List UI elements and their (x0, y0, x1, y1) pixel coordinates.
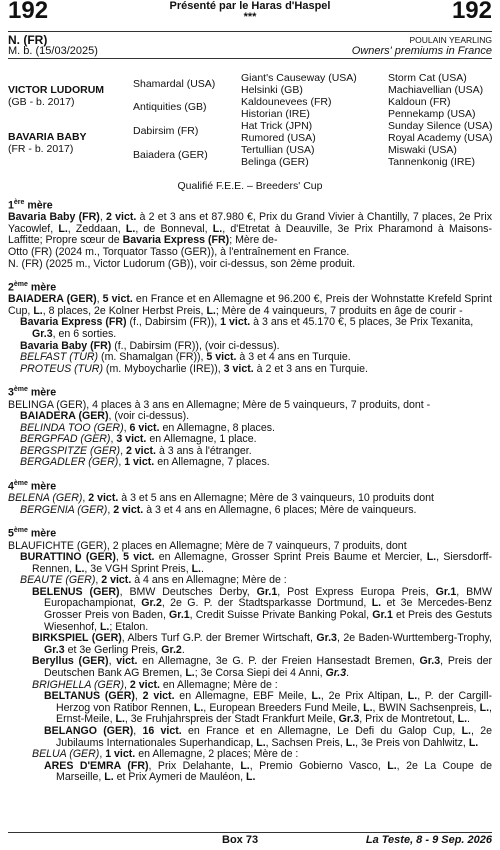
ped-gen4-7: Miswaki (USA) (388, 144, 457, 156)
horse-sex-dob: M. b. (15/03/2025) (8, 45, 98, 57)
ped-gen3-8: Belinga (GER) (241, 156, 309, 168)
section-heading-4: 4ème mère (8, 480, 57, 493)
produce-line: Bavaria Express (FR) (f., Dabirsim (FR)), 1 vict. à 3 ans et 45.170 €, 5 places, 3e Prix Texanita, Gr.3, en 6 sorties. (20, 316, 474, 340)
owners-premiums: Owners' premiums in France (351, 45, 492, 57)
section-heading-2: 2ème mère (8, 281, 57, 294)
ped-gen4-8: Tannenkonig (IRE) (388, 156, 475, 168)
ped-gen2-3: Dabirsim (FR) (133, 125, 199, 137)
ped-gen4-2: Machiavellian (USA) (388, 84, 484, 96)
footer-rule (8, 832, 492, 833)
produce-line: BAIADERA (GER), (voir ci-dessus). (20, 410, 190, 423)
consignor: Présenté par le Haras d'Haspel (169, 0, 331, 12)
ped-gen3-6: Rumored (USA) (241, 132, 316, 144)
ped-gen2-2: Antiquities (GB) (133, 101, 207, 113)
produce-line: BIRKSPIEL (GER), Albers Turf G.P. der Bremer Wirtschaft, Gr.3, 2e Baden-Wurttemberg-Trophy, Gr.3 et 3e Gerling Preis, Gr.2. (32, 632, 492, 656)
pedigree-rule (8, 58, 492, 59)
produce-line: ARES D'EMRA (FR), Prix Delahante, L., Premio Gobierno Vasco, L., 2e La Coupe de Marseille, L. et Prix Aymeri de Mauléon, L. (44, 759, 493, 784)
section-heading-1: 1ère mère (8, 199, 53, 212)
maternal-family (8, 197, 492, 784)
fourth-dam-text: BELENA (GER), 2 vict. à 3 et 5 ans en Allemagne; Mère de 3 vainqueurs, 10 produits dont (8, 492, 434, 505)
produce-line: BURATTINO (GER), 5 vict. en Allemagne, Grosser Sprint Preis Baume et Mercier, L., Siersdorff-Rennen, L., 3e VGH Sprint Preis, L.. (20, 551, 493, 575)
fifth-dam-text: BLAUFICHTE (GER), 2 places en Allemagne; Mère de 7 vainqueurs, 7 produits, dont (8, 539, 407, 552)
horse-category: POULAIN YEARLING (409, 35, 492, 45)
produce-line: Bavaria Baby (FR) (f., Dabirsim (FR)), (voir ci-dessus). (20, 339, 280, 352)
produce-line: PROTEUS (TUR) (m. Myboycharlie (IRE)), 3 vict. à 2 et 3 ans en Turquie. (20, 362, 368, 375)
produce-line: BELINDA TOO (GER), 6 vict. en Allemagne, 8 places. (20, 421, 275, 434)
produce-line: BRIGHELLA (GER), 2 vict. en Allemagne; Mère de : (32, 678, 278, 691)
sire-info: (GB - b. 2017) (8, 96, 75, 108)
ped-gen3-1: Giant's Causeway (USA) (241, 72, 357, 84)
produce-line: BELTANUS (GER), 2 vict. en Allemagne, EBF Meile, L., 2e Prix Altipan, L., P. der Cargill-Herzog von Ratibor Rennen, L., European Breeders Fund Meile, L., BWIN Sachsenpreis, L., Ernst-Meile, L., 3e Fruhjahrspreis der Stadt Frankfurt Meile, Gr.3, Prix de Montretout, L.. (44, 690, 492, 726)
qualification: Qualifié F.E.E. – Breeders' Cup (177, 180, 323, 192)
ped-gen2-4: Baiadera (GER) (133, 149, 208, 161)
ped-gen4-4: Pennekamp (USA) (388, 108, 476, 120)
header-rule (8, 31, 492, 32)
ped-gen4-1: Storm Cat (USA) (388, 72, 467, 84)
ped-gen4-6: Royal Academy (USA) (388, 132, 493, 144)
ped-gen3-5: Hat Trick (JPN) (241, 120, 313, 132)
produce-line: BELUA (GER), 1 vict. en Allemagne, 2 places; Mère de : (32, 748, 299, 761)
produce-line: BERGPFAD (GER), 3 vict. en Allemagne, 1 place. (20, 433, 257, 446)
lot-number-left: 192 (8, 0, 49, 24)
produce-line: BELENUS (GER), BMW Deutsches Derby, Gr.1, Post Express Europa Preis, Gr.1, BMW Europachampionat, Gr.2, 2e G. P. der Stadtsparkasse Dortmund, L. et 3e Mercedes-Benz Grosser Preis von Baden, Gr.1, Credit Suisse Private Banking Pokal, Gr.1 et Preis des Gestuts Wiesenhof, L.; Etalon. (32, 585, 493, 633)
ped-gen4-3: Kaldoun (FR) (388, 96, 451, 108)
sale-event: La Teste, 8 - 9 Sep. 2026 (365, 834, 492, 846)
sire-name: VICTOR LUDORUM (8, 84, 105, 96)
ped-gen3-3: Kaldounevees (FR) (241, 96, 332, 108)
produce-line: BEAUTE (GER), 2 vict. à 4 ans en Allemagne; Mère de : (20, 574, 287, 587)
lot-number-right: 192 (451, 0, 492, 24)
box-number: Box 73 (222, 834, 259, 846)
dam-info: (FR - b. 2017) (8, 143, 74, 155)
produce-line: Beryllus (GER), vict. en Allemagne, 3e G. P. der Freien Hansestadt Bremen, Gr.3, Preis der Deutschen Bank AG Bremen, L.; 3e Corsa Siepi dei 4 Anni, Gr.3. (32, 655, 493, 680)
produce-line: BELANGO (GER), 16 vict. en France et en Allemagne, Le Defi du Galop Cup, L., 2e Jubilaums Internationales Superhandicap, L., Sachsen Preis, L., 3e Preis von Dahlwitz, L. (44, 725, 492, 749)
third-dam-text: BELINGA (GER), 4 places à 3 ans en Allemagne; Mère de 5 vainqueurs, 7 produits, dont - (8, 398, 431, 411)
first-dam-text: Bavaria Baby (FR), 2 vict. à 2 et 3 ans et 87.980 €, Prix du Grand Vivier à Chantilly, 7 places, 2e Prix Yacowlef, L., Zeddaan, L., de Bonneval, L., d'Etretat à Deauville, 3e Prix Pharamond à Maisons-Laffitte; Propre sœur de Bavaria Express (FR); Mère de- Otto (FR) (2024 m., Torquator Tasso (GER)), à l'entraînement en France. N. (FR) (2025 m., Victor Ludorum (GB)), voir ci-dessus, son 2ème produit. (8, 211, 492, 270)
ped-gen3-4: Historian (IRE) (241, 108, 310, 120)
ped-gen3-7: Tertullian (USA) (241, 144, 315, 156)
produce-line: BERGENIA (GER), 2 vict. à 3 et 4 ans en Allemagne, 6 places; Mère de vainqueurs. (20, 503, 417, 516)
ped-gen3-2: Helsinki (GB) (241, 84, 303, 96)
second-dam-text: BAIADERA (GER), 5 vict. en France et en Allemagne et 96.200 €, Preis der Wohnstatte Krefeld Sprint Cup, L., 8 places, 2e Kolner Herbst Preis, L.; Mère de 4 vainqueurs, 7 produits en âge de courir - (8, 293, 492, 317)
section-heading-5: 5ème mère (8, 527, 57, 540)
produce-line: BERGSPITZE (GER), 2 vict. à 3 ans à l'étranger. (20, 444, 252, 457)
horse-name: N. (FR) (8, 33, 48, 47)
produce-line: BERGADLER (GER), 1 vict. en Allemagne, 7 places. (20, 456, 270, 469)
dam-name: BAVARIA BABY (8, 131, 87, 143)
ped-gen4-5: Sunday Silence (USA) (388, 120, 493, 132)
produce-line: BELFAST (TUR) (m. Shamalgan (FR)), 5 vict. à 3 et 4 ans en Turquie. (20, 351, 351, 364)
section-heading-3: 3ème mère (8, 386, 57, 399)
consignor-stars: *** (243, 11, 257, 23)
ped-gen2-1: Shamardal (USA) (133, 78, 216, 90)
